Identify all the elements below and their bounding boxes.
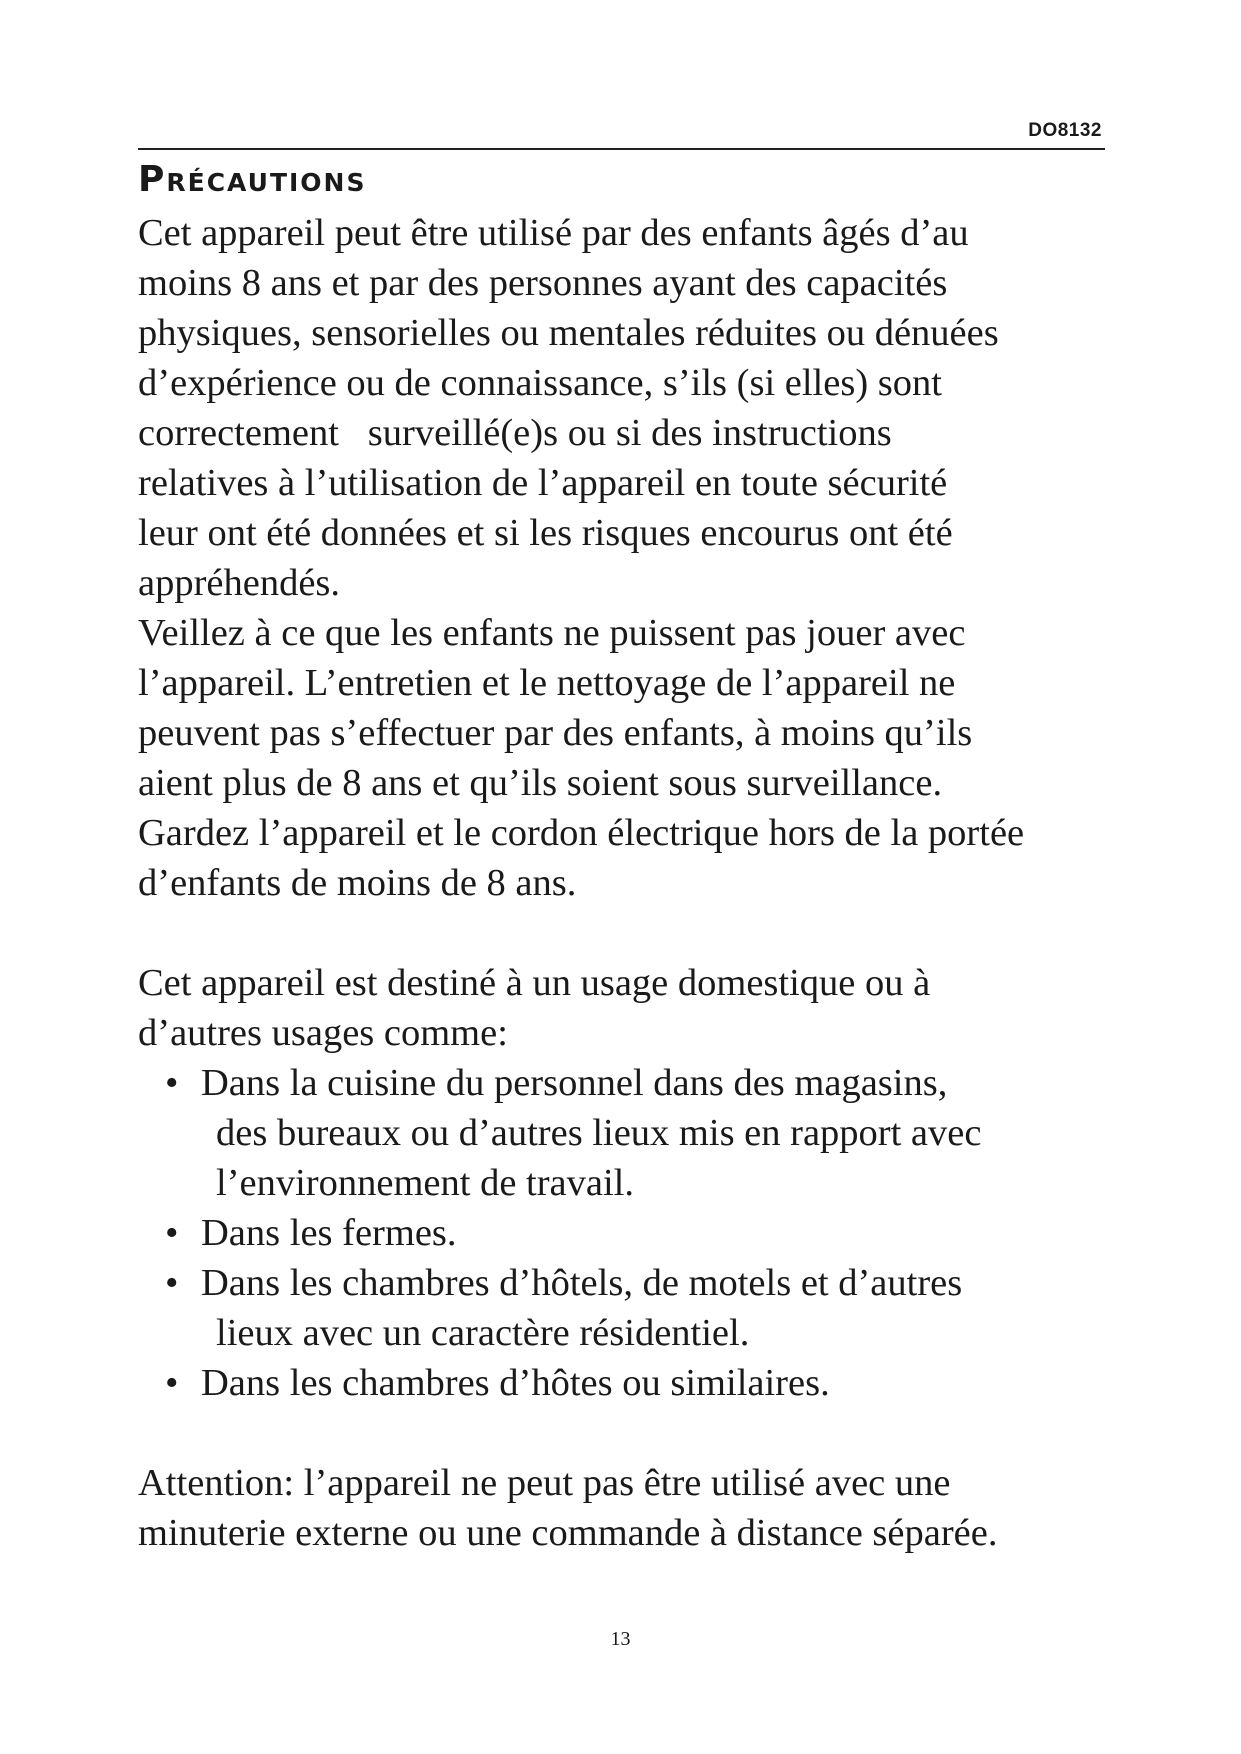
text-line: Gardez l’appareil et le cordon électrique hors de la portée [138,812,1025,854]
text-line: d’autres usages comme: [138,1012,508,1054]
text-line: Cet appareil est destiné à un usage domestique ou à [138,962,931,1004]
list-item [138,1358,1098,1408]
document-body [138,208,1098,1558]
text-line: l’appareil. L’entretien et le nettoyage de l’appareil ne [138,662,956,704]
text-line: d’expérience ou de connaissance, s’ils (si elles) sont [138,362,942,404]
list-item-text: Dans la cuisine du personnel dans des magasins, [201,1062,948,1104]
list-item-text: lieux avec un caractère résidentiel. [216,1312,750,1354]
list-item-text: des bureaux ou d’autres lieux mis en rapport avec [216,1112,982,1154]
text-line: moins 8 ans et par des personnes ayant des capacités [138,262,948,304]
list-item [138,1258,1098,1358]
header-rule [138,148,1105,150]
section-title: Précautions [138,159,367,200]
spacer [138,1408,1098,1458]
text-line: physiques, sensorielles ou mentales réduites ou dénuées [138,312,999,354]
page-number: 13 [610,1628,631,1650]
bullet-icon: • [165,1062,179,1104]
paragraph-usage-intro [138,958,1098,1058]
bullet-icon: • [165,1212,179,1254]
usage-list [138,1058,1098,1408]
bullet-icon: • [165,1362,179,1404]
text-line: correctement surveillé(e)s ou si des instructions [138,412,892,454]
text-line: leur ont été données et si les risques encourus ont été [138,512,953,554]
list-item-text: Dans les chambres d’hôtes ou similaires. [201,1362,830,1404]
paragraph-supervision [138,208,1098,608]
text-line: relatives à l’utilisation de l’appareil en toute sécurité [138,462,948,504]
spacer [138,908,1098,958]
paragraph-attention [138,1458,1098,1558]
paragraph-children-play [138,608,1098,808]
bullet-icon: • [165,1262,179,1304]
list-item-text: l’environnement de travail. [216,1162,634,1204]
paragraph-keep-away [138,808,1098,908]
model-number: DO8132 [1028,120,1102,141]
text-line: appréhendés. [138,562,341,604]
text-line: peuvent pas s’effectuer par des enfants, à moins qu’ils [138,712,973,754]
text-line: Veillez à ce que les enfants ne puissent pas jouer avec [138,612,966,654]
list-item-text: Dans les fermes. [201,1212,457,1254]
text-line: minuterie externe ou une commande à distance séparée. [138,1512,998,1554]
text-line: aient plus de 8 ans et qu’ils soient sous surveillance. [138,762,943,804]
list-item [138,1058,1098,1208]
text-line: d’enfants de moins de 8 ans. [138,862,577,904]
text-line: Cet appareil peut être utilisé par des enfants âgés d’au [138,212,969,254]
list-item [138,1208,1098,1258]
list-item-text: Dans les chambres d’hôtels, de motels et d’autres [201,1262,963,1304]
text-line: Attention: l’appareil ne peut pas être utilisé avec une [138,1462,951,1504]
